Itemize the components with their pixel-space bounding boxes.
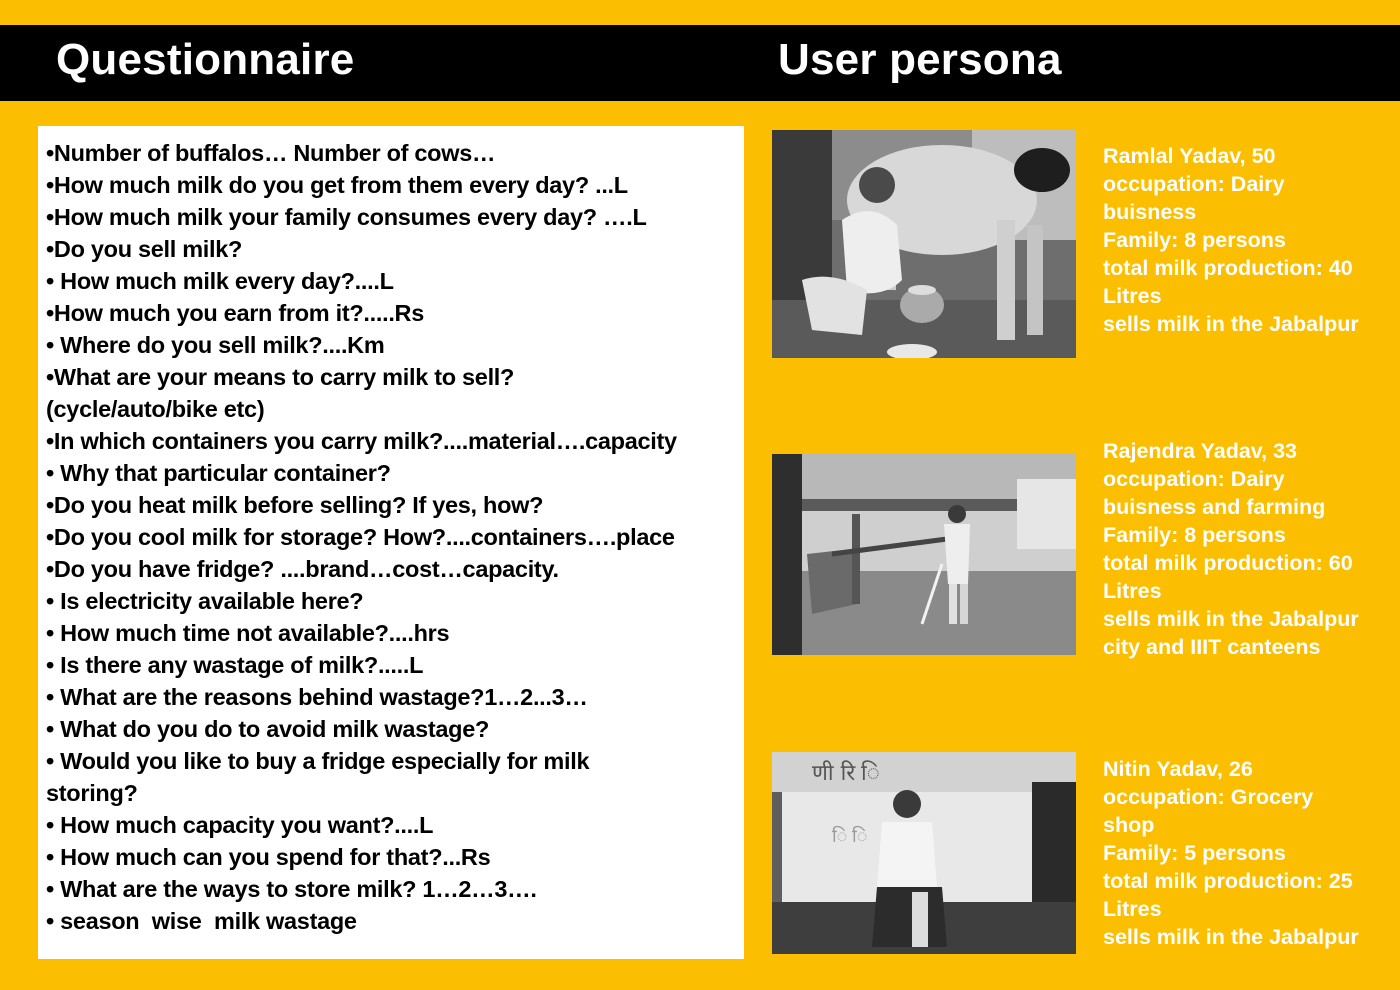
- persona-3-line: shop: [1103, 813, 1155, 837]
- question-list: [46, 137, 740, 937]
- question-item: •Do you heat milk before selling? If yes, how?: [46, 492, 544, 518]
- question-item: • What are the reasons behind wastage?1…2...3…: [46, 684, 588, 710]
- persona-3-line: Litres: [1103, 897, 1162, 921]
- question-item: (cycle/auto/bike etc): [46, 396, 265, 422]
- man-in-shop-icon: [772, 752, 1076, 954]
- question-item: •In which containers you carry milk?....material….capacity: [46, 428, 677, 454]
- question-item: • How much time not available?....hrs: [46, 620, 450, 646]
- question-item: •What are your means to carry milk to sell?: [46, 364, 515, 390]
- farmer-milking-cow-icon: [772, 130, 1076, 358]
- persona-1-name: Ramlal Yadav, 50: [1103, 144, 1276, 168]
- question-item: • How much capacity you want?....L: [46, 812, 434, 838]
- question-item: •How much milk do you get from them every day? ...L: [46, 172, 628, 198]
- question-item: • How much milk every day?....L: [46, 268, 394, 294]
- question-item: • What are the ways to store milk? 1…2…3….: [46, 876, 537, 902]
- persona-1-line: Family: 8 persons: [1103, 228, 1286, 252]
- questionnaire-panel: [38, 126, 744, 959]
- persona-1-line: sells milk in the Jabalpur: [1103, 312, 1359, 336]
- persona-1-line: occupation: Dairy: [1103, 172, 1285, 196]
- question-item: •Do you cool milk for storage? How?....containers….place: [46, 524, 675, 550]
- question-item: •Do you sell milk?: [46, 236, 243, 262]
- question-item: •Do you have fridge? ....brand…cost…capacity.: [46, 556, 559, 582]
- question-item: • How much can you spend for that?...Rs: [46, 844, 491, 870]
- question-item: • Would you like to buy a fridge especially for milk: [46, 748, 590, 774]
- persona-2-name: Rajendra Yadav, 33: [1103, 439, 1298, 463]
- persona-2-line: occupation: Dairy: [1103, 467, 1285, 491]
- persona-1-details: [1103, 142, 1393, 338]
- question-item: storing?: [46, 780, 138, 806]
- persona-1-line: Litres: [1103, 284, 1162, 308]
- persona-2-line: Litres: [1103, 579, 1162, 603]
- persona-2-line: buisness and farming: [1103, 495, 1326, 519]
- persona-3-photo: [772, 752, 1076, 954]
- question-item: •Number of buffalos… Number of cows…: [46, 140, 496, 166]
- persona-2-line: city and IIIT canteens: [1103, 635, 1321, 659]
- persona-1-line: buisness: [1103, 200, 1197, 224]
- persona-2-line: sells milk in the Jabalpur: [1103, 607, 1359, 631]
- question-item: • Is electricity available here?: [46, 588, 364, 614]
- persona-2-details: [1103, 437, 1393, 661]
- question-item: •How much milk your family consumes every day? ….L: [46, 204, 647, 230]
- persona-3-details: [1103, 755, 1393, 951]
- persona-3-line: Family: 5 persons: [1103, 841, 1286, 865]
- svg-text:ि ि: ि ि: [832, 826, 868, 847]
- persona-2-line: total milk production: 60: [1103, 551, 1353, 575]
- question-item: • season wise milk wastage: [46, 908, 357, 934]
- question-item: • Is there any wastage of milk?.....L: [46, 652, 424, 678]
- question-item: • Where do you sell milk?....Km: [46, 332, 385, 358]
- persona-3-line: sells milk in the Jabalpur: [1103, 925, 1359, 949]
- persona-3-name: Nitin Yadav, 26: [1103, 757, 1253, 781]
- question-item: • What do you do to avoid milk wastage?: [46, 716, 490, 742]
- persona-1-line: total milk production: 40: [1103, 256, 1353, 280]
- svg-text:णी रि ि: णी रि ि: [812, 761, 880, 786]
- persona-3-line: occupation: Grocery: [1103, 785, 1314, 809]
- question-item: • Why that particular container?: [46, 460, 391, 486]
- man-at-hand-pump-icon: [772, 454, 1076, 655]
- questionnaire-title: Questionnaire: [56, 35, 355, 84]
- persona-3-line: total milk production: 25: [1103, 869, 1353, 893]
- persona-2-photo: [772, 454, 1076, 655]
- user-persona-title: User persona: [778, 35, 1062, 84]
- persona-1-photo: [772, 130, 1076, 358]
- question-item: •How much you earn from it?.....Rs: [46, 300, 424, 326]
- persona-2-line: Family: 8 persons: [1103, 523, 1286, 547]
